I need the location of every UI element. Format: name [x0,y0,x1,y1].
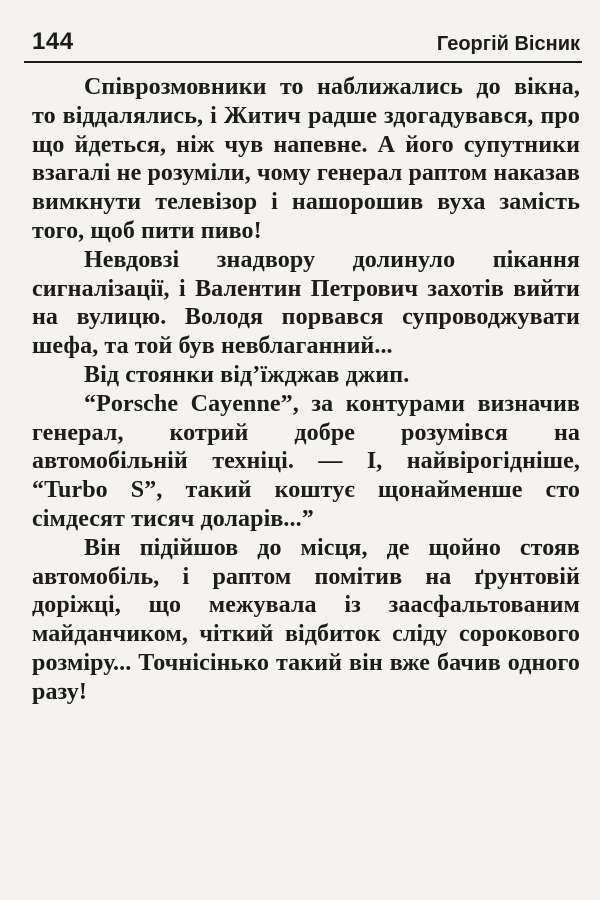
page-number: 144 [32,28,74,55]
page-body [24,73,582,707]
paragraph: Невдовзі знадвору долинуло пікання сигналізації, і Валентин Петрович захотів вийти на вулицю. Володя порвався супроводжувати шефа, та той був невблаганний... [32,246,580,360]
running-head-author: Георгій Вісник [436,33,580,55]
paragraph: Співрозмовники то наближались до вікна, то віддалялись, і Житич радше здогадувався, про що йдеться, ніж чув напевне. А його супутники взагалі не розуміли, чому генерал раптом наказав вимкнути телевізор і нашорошив вуха замість того, щоб пити пиво! [32,74,580,244]
paragraph: “Porsche Cayenne”, за контурами визначив генерал, котрий добре розумівся на автомобільній техніці. — І, найвірогідніше, “Turbo S”, такий коштує щонайменше сто сімдесят тисяч доларів...” [32,390,580,532]
page-header [24,28,582,63]
paragraph: Від стоянки від’їжджав джип. [84,361,410,388]
paragraph: Він підійшов до місця, де щойно стояв автомобіль, і раптом помітив на ґрунтовій доріжці, що межувала із заасфальтованим майданчиком, чіткий відбиток сліду сорокового розміру... Точнісінько такий він вже бачив одного разу! [32,534,580,705]
